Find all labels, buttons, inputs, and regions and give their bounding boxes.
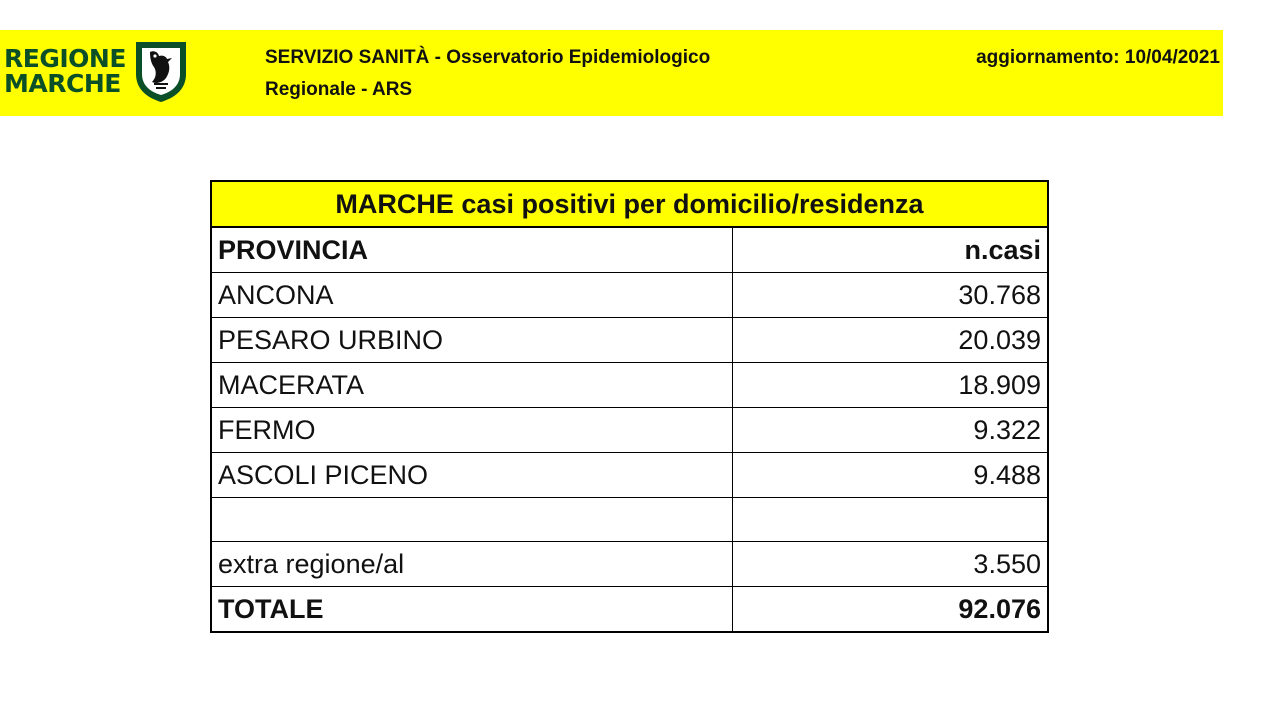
logo-text-line1: REGIONE: [4, 44, 126, 73]
province-name: FERMO: [211, 408, 732, 453]
table-total-row: [211, 587, 1048, 633]
logo-text: [4, 46, 126, 96]
column-header-provincia: PROVINCIA: [211, 227, 732, 273]
total-label: TOTALE: [211, 587, 732, 633]
logo-text-line2: MARCHE: [4, 69, 121, 98]
header-band: [0, 30, 1223, 116]
case-count: 18.909: [732, 363, 1048, 408]
province-name: [211, 498, 732, 542]
update-date: aggiornamento: 10/04/2021: [976, 47, 1220, 68]
table-row: [211, 318, 1048, 363]
table-title: MARCHE casi positivi per domicilio/residenza: [211, 181, 1048, 227]
table-row: [211, 542, 1048, 587]
table-row: [211, 273, 1048, 318]
case-count: [732, 498, 1048, 542]
table-row: [211, 363, 1048, 408]
case-count: 30.768: [732, 273, 1048, 318]
total-value: 92.076: [732, 587, 1048, 633]
province-name: PESARO URBINO: [211, 318, 732, 363]
province-name: ANCONA: [211, 273, 732, 318]
table-row: [211, 453, 1048, 498]
province-name: ASCOLI PICENO: [211, 453, 732, 498]
table-row: [211, 408, 1048, 453]
header-title-line1: SERVIZIO SANITÀ - Osservatorio Epidemiologico: [265, 47, 711, 68]
column-header-n-casi: n.casi: [732, 227, 1048, 273]
cases-by-province-table: [210, 180, 1049, 633]
case-count: 20.039: [732, 318, 1048, 363]
header-title: [265, 42, 855, 106]
case-count: 3.550: [732, 542, 1048, 587]
case-count: 9.488: [732, 453, 1048, 498]
province-name: extra regione/al: [211, 542, 732, 587]
regione-marche-logo: [4, 38, 190, 104]
table-row-empty: [211, 498, 1048, 542]
header-title-line2: Regionale - ARS: [265, 79, 413, 100]
case-count: 9.322: [732, 408, 1048, 453]
table-header-row: [211, 227, 1048, 273]
province-name: MACERATA: [211, 363, 732, 408]
marche-regional-emblem-icon: [132, 38, 190, 104]
